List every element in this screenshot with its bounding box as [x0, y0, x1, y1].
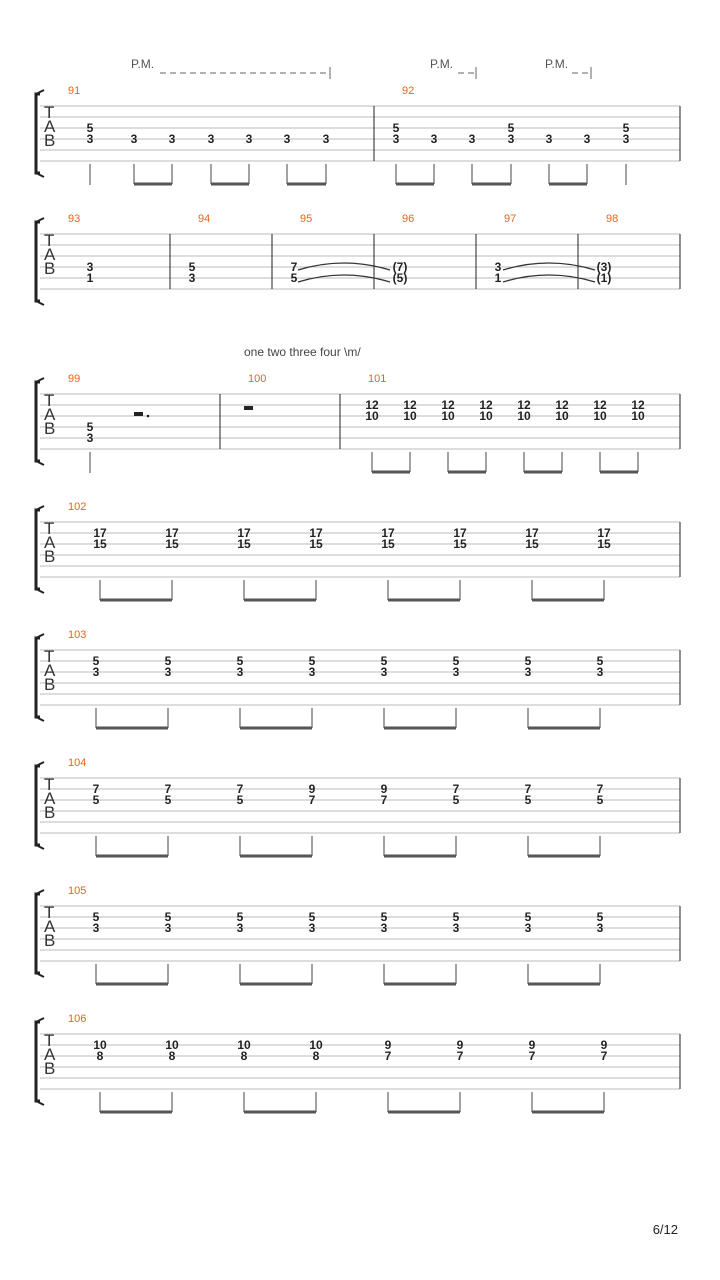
measure-number: 106 — [68, 1013, 87, 1025]
fret-number: 7 — [290, 260, 298, 274]
tab-clef-letter: B — [44, 259, 56, 278]
fret-number: 7 — [528, 1049, 536, 1063]
fret-number: 15 — [93, 537, 107, 551]
fret-number: 5 — [596, 654, 604, 668]
tab-clef-letter: A — [44, 789, 56, 808]
fret-number: 3 — [583, 132, 591, 146]
tab-clef-letter: B — [44, 547, 56, 566]
fret-number: 7 — [236, 782, 244, 796]
tab-clef-letter: A — [44, 533, 56, 552]
fret-number: 5 — [236, 654, 244, 668]
fret-number: 3 — [164, 665, 172, 679]
measure-number: 104 — [68, 757, 87, 769]
fret-number: 12 — [517, 398, 531, 412]
fret-number: 17 — [453, 526, 467, 540]
tab-clef-letter: A — [44, 405, 56, 424]
fret-number: 9 — [600, 1038, 608, 1052]
fret-number: 5 — [308, 910, 316, 924]
fret-number: 15 — [597, 537, 611, 551]
fret-number: (7) — [392, 260, 408, 274]
fret-number: 3 — [308, 665, 316, 679]
fret-number: 5 — [452, 910, 460, 924]
measure-number: 92 — [402, 85, 415, 97]
fret-number: 3 — [622, 132, 630, 146]
fret-number: 5 — [392, 121, 400, 135]
fret-number: 12 — [479, 398, 493, 412]
fret-number: 5 — [507, 121, 515, 135]
fret-number: 7 — [456, 1049, 464, 1063]
fret-number: 9 — [384, 1038, 392, 1052]
fret-number: 5 — [596, 910, 604, 924]
fret-number: 3 — [168, 132, 176, 146]
fret-number: 9 — [380, 782, 388, 796]
fret-number: (1) — [596, 271, 612, 285]
fret-number: 12 — [403, 398, 417, 412]
page-number: 6/12 — [652, 1222, 678, 1237]
fret-number: 9 — [456, 1038, 464, 1052]
fret-number: 7 — [384, 1049, 392, 1063]
fret-number: 3 — [236, 921, 244, 935]
fret-number: 3 — [322, 132, 330, 146]
fret-number: 5 — [524, 793, 532, 807]
fret-number: 5 — [92, 793, 100, 807]
fret-number: 5 — [622, 121, 630, 135]
tab-clef-letter: A — [44, 1045, 56, 1064]
fret-number: 10 — [165, 1038, 179, 1052]
measure-number: 99 — [68, 373, 81, 385]
tab-clef-letter: B — [44, 1059, 56, 1078]
fret-number: 12 — [441, 398, 455, 412]
tab-clef-letter: B — [44, 419, 56, 438]
tab-clef-letter: A — [44, 245, 56, 264]
fret-number: 3 — [283, 132, 291, 146]
fret-number: 10 — [593, 409, 607, 423]
staff-bracket — [36, 94, 40, 173]
half-rest — [134, 412, 143, 416]
fret-number: 5 — [164, 793, 172, 807]
staff-bracket — [36, 638, 40, 717]
fret-number: 10 — [631, 409, 645, 423]
fret-number: 3 — [380, 921, 388, 935]
fret-number: 10 — [93, 1038, 107, 1052]
measure-number: 103 — [68, 629, 87, 641]
tab-clef-letter: T — [44, 519, 55, 538]
tab-clef-letter: T — [44, 391, 55, 410]
measure-number: 98 — [606, 213, 619, 225]
fret-number: 12 — [631, 398, 645, 412]
fret-number: 3 — [392, 132, 400, 146]
tab-clef-letter: B — [44, 131, 56, 150]
tab-clef-letter: A — [44, 117, 56, 136]
fret-number: 15 — [237, 537, 251, 551]
fret-number: 3 — [380, 665, 388, 679]
fret-number: 3 — [245, 132, 253, 146]
fret-number: 3 — [164, 921, 172, 935]
fret-number: 3 — [468, 132, 476, 146]
fret-number: 15 — [309, 537, 323, 551]
fret-number: 3 — [92, 665, 100, 679]
tab-clef-letter: T — [44, 103, 55, 122]
fret-number: 1 — [494, 271, 502, 285]
fret-number: 5 — [452, 793, 460, 807]
tab-clef-letter: A — [44, 661, 56, 680]
fret-number: 3 — [236, 665, 244, 679]
fret-number: 3 — [430, 132, 438, 146]
fret-number: 17 — [597, 526, 611, 540]
staff-bracket — [36, 894, 40, 973]
measure-number: 101 — [368, 373, 387, 385]
fret-number: 5 — [92, 910, 100, 924]
fret-number: 10 — [403, 409, 417, 423]
fret-number: 3 — [452, 665, 460, 679]
fret-number: 10 — [237, 1038, 251, 1052]
measure-number: 96 — [402, 213, 415, 225]
palm-mute-label: P.M. — [545, 57, 569, 71]
fret-number: (3) — [596, 260, 612, 274]
fret-number: 3 — [86, 260, 94, 274]
fret-number: 3 — [596, 921, 604, 935]
fret-number: 10 — [479, 409, 493, 423]
fret-number: 5 — [524, 910, 532, 924]
measure-number: 93 — [68, 213, 81, 225]
fret-number: 7 — [380, 793, 388, 807]
fret-number: 10 — [441, 409, 455, 423]
fret-number: 7 — [164, 782, 172, 796]
fret-number: 10 — [517, 409, 531, 423]
fret-number: 5 — [290, 271, 298, 285]
fret-number: 17 — [237, 526, 251, 540]
fret-number: 10 — [309, 1038, 323, 1052]
staff-bracket — [36, 1022, 40, 1101]
tab-clef-letter: A — [44, 917, 56, 936]
fret-number: 12 — [365, 398, 379, 412]
fret-number: 3 — [188, 271, 196, 285]
tab-clef-letter: T — [44, 775, 55, 794]
fret-number: 3 — [86, 431, 94, 445]
fret-number: 5 — [236, 793, 244, 807]
fret-number: 5 — [596, 793, 604, 807]
fret-number: 7 — [596, 782, 604, 796]
fret-number: 17 — [525, 526, 539, 540]
fret-number: 8 — [240, 1049, 248, 1063]
fret-number: 3 — [524, 921, 532, 935]
rest-dot — [147, 415, 150, 418]
fret-number: 5 — [308, 654, 316, 668]
fret-number: 12 — [593, 398, 607, 412]
fret-number: 7 — [308, 793, 316, 807]
fret-number: 7 — [524, 782, 532, 796]
measure-number: 91 — [68, 85, 81, 97]
fret-number: 5 — [236, 910, 244, 924]
fret-number: 7 — [452, 782, 460, 796]
measure-number: 105 — [68, 885, 87, 897]
fret-number: 3 — [524, 665, 532, 679]
tab-clef-letter: T — [44, 647, 55, 666]
measure-number: 97 — [504, 213, 517, 225]
fret-number: 5 — [452, 654, 460, 668]
fret-number: 5 — [164, 654, 172, 668]
fret-number: (5) — [392, 271, 408, 285]
fret-number: 3 — [545, 132, 553, 146]
fret-number: 17 — [93, 526, 107, 540]
measure-number: 100 — [248, 373, 267, 385]
tab-clef-letter: T — [44, 903, 55, 922]
fret-number: 8 — [96, 1049, 104, 1063]
staff-bracket — [36, 766, 40, 845]
fret-number: 3 — [308, 921, 316, 935]
fret-number: 3 — [130, 132, 138, 146]
fret-number: 17 — [309, 526, 323, 540]
fret-number: 5 — [92, 654, 100, 668]
tab-clef-letter: B — [44, 803, 56, 822]
fret-number: 3 — [92, 921, 100, 935]
staff-bracket — [36, 510, 40, 589]
palm-mute-label: P.M. — [430, 57, 454, 71]
fret-number: 15 — [525, 537, 539, 551]
tab-clef-letter: T — [44, 231, 55, 250]
fret-number: 5 — [380, 654, 388, 668]
fret-number: 5 — [164, 910, 172, 924]
fret-number: 10 — [555, 409, 569, 423]
fret-number: 8 — [312, 1049, 320, 1063]
fret-number: 9 — [308, 782, 316, 796]
fret-number: 8 — [168, 1049, 176, 1063]
fret-number: 9 — [528, 1038, 536, 1052]
fret-number: 3 — [596, 665, 604, 679]
tab-clef-letter: B — [44, 675, 56, 694]
fret-number: 10 — [365, 409, 379, 423]
fret-number: 12 — [555, 398, 569, 412]
measure-number: 95 — [300, 213, 313, 225]
fret-number: 7 — [600, 1049, 608, 1063]
fret-number: 3 — [207, 132, 215, 146]
palm-mute-label: P.M. — [131, 57, 155, 71]
fret-number: 15 — [381, 537, 395, 551]
fret-number: 5 — [380, 910, 388, 924]
fret-number: 5 — [524, 654, 532, 668]
lyric-text: one two three four \m/ — [244, 345, 361, 359]
staff-bracket — [36, 222, 40, 301]
fret-number: 15 — [453, 537, 467, 551]
fret-number: 3 — [452, 921, 460, 935]
whole-rest — [244, 406, 253, 410]
fret-number: 17 — [381, 526, 395, 540]
measure-number: 94 — [198, 213, 211, 225]
fret-number: 1 — [86, 271, 94, 285]
fret-number: 5 — [86, 121, 94, 135]
fret-number: 3 — [507, 132, 515, 146]
fret-number: 15 — [165, 537, 179, 551]
tab-clef-letter: B — [44, 931, 56, 950]
fret-number: 17 — [165, 526, 179, 540]
measure-number: 102 — [68, 501, 87, 513]
staff-bracket — [36, 382, 40, 461]
fret-number: 7 — [92, 782, 100, 796]
fret-number: 5 — [188, 260, 196, 274]
fret-number: 5 — [86, 420, 94, 434]
fret-number: 3 — [494, 260, 502, 274]
tab-clef-letter: T — [44, 1031, 55, 1050]
fret-number: 3 — [86, 132, 94, 146]
